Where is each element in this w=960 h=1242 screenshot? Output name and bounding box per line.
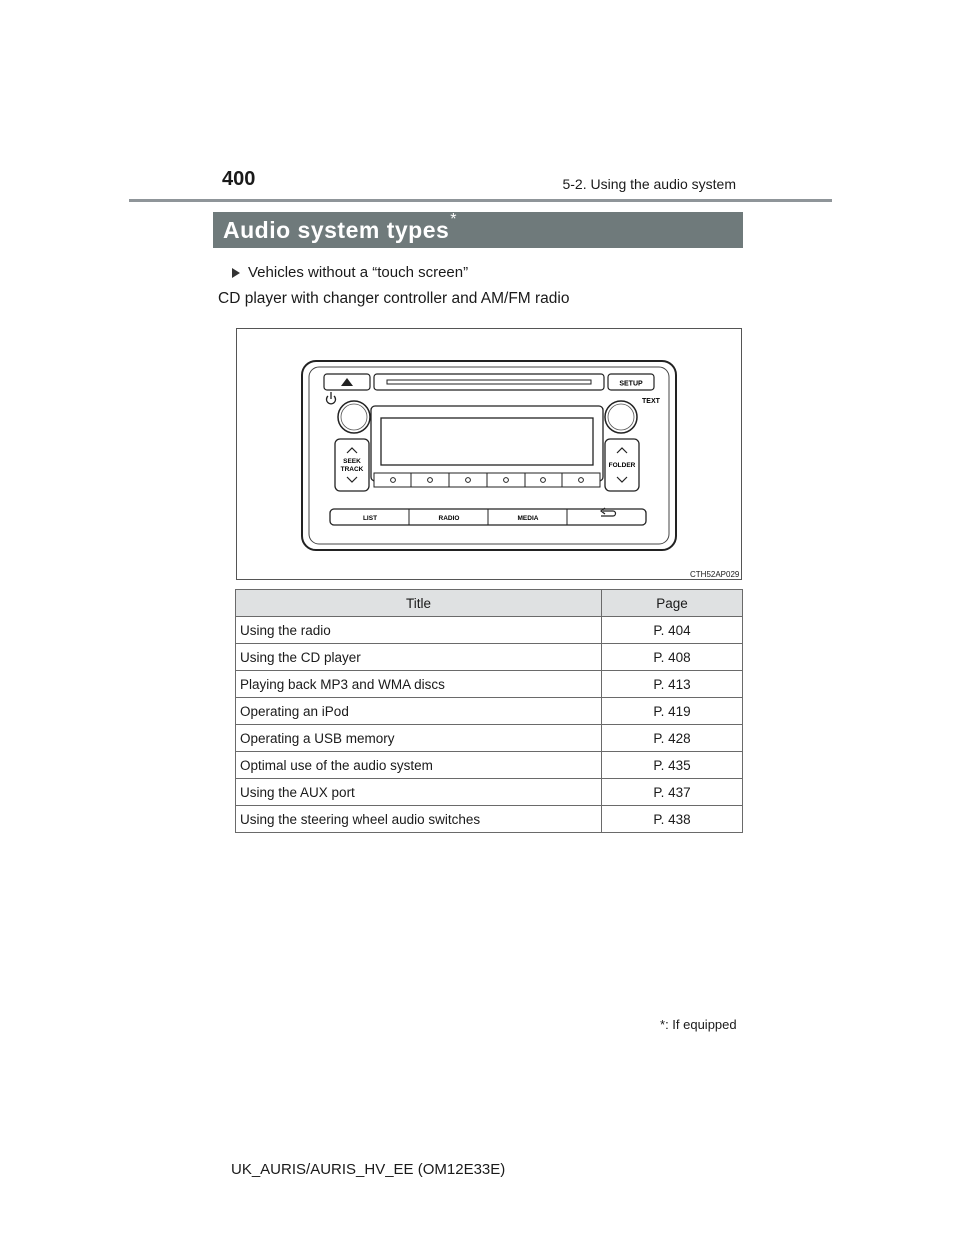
table-row (236, 752, 743, 779)
text-label: TEXT (642, 398, 660, 405)
row-title: Using the steering wheel audio switches (236, 806, 602, 833)
column-header-page: Page (602, 590, 743, 617)
table-row (236, 698, 743, 725)
row-page: P. 428 (602, 725, 743, 752)
table-row (236, 617, 743, 644)
section-header: 5-2. Using the audio system (562, 176, 736, 192)
row-title: Playing back MP3 and WMA discs (236, 671, 602, 698)
seek-track-button (335, 439, 369, 491)
display-screen (381, 418, 593, 465)
table-header-row (236, 590, 743, 617)
setup-label: SETUP (619, 380, 643, 388)
row-title: Operating a USB memory (236, 725, 602, 752)
folder-label: FOLDER (608, 462, 636, 469)
media-label: MEDIA (517, 515, 539, 522)
power-volume-knob (338, 401, 370, 433)
title-asterisk-icon: * (450, 211, 457, 228)
row-page: P. 437 (602, 779, 743, 806)
tune-select-knob (605, 401, 637, 433)
bullet-item (232, 264, 468, 281)
list-label: LIST (362, 515, 378, 522)
row-page: P. 408 (602, 644, 743, 671)
table-row (236, 671, 743, 698)
row-page: P. 413 (602, 671, 743, 698)
preset-buttons (374, 473, 600, 487)
row-page: P. 419 (602, 698, 743, 725)
header-rule (129, 199, 832, 202)
contents-table (235, 589, 743, 833)
table-row (236, 725, 743, 752)
section-title-bar (213, 212, 743, 248)
row-title: Using the AUX port (236, 779, 602, 806)
radio-label: RADIO (438, 515, 460, 522)
figure-code: CTH52AP029 (690, 570, 740, 579)
row-title: Using the CD player (236, 644, 602, 671)
footnote-text: : If equipped (665, 1017, 737, 1032)
description-text: CD player with changer controller and AM/FM radio (218, 290, 570, 307)
seek-label: SEEK (343, 458, 361, 465)
audio-unit-illustration (237, 329, 741, 579)
row-title: Using the radio (236, 617, 602, 644)
row-title: Optimal use of the audio system (236, 752, 602, 779)
column-header-title: Title (236, 590, 602, 617)
bottom-button-bar (330, 509, 646, 525)
row-page: P. 435 (602, 752, 743, 779)
triangle-bullet-icon (232, 268, 240, 278)
footnote-asterisk-icon: * (660, 1017, 666, 1032)
row-title: Operating an iPod (236, 698, 602, 725)
footer-code: UK_AURIS/AURIS_HV_EE (OM12E33E) (231, 1161, 506, 1178)
table-row (236, 806, 743, 833)
bullet-text: Vehicles without a “touch screen” (248, 264, 469, 281)
table-row (236, 779, 743, 806)
table-row (236, 644, 743, 671)
section-title: Audio system types (223, 216, 450, 243)
row-page: P. 404 (602, 617, 743, 644)
cd-slot (387, 380, 591, 384)
row-page: P. 438 (602, 806, 743, 833)
page-number: 400 (222, 168, 256, 190)
audio-unit-figure (236, 328, 742, 580)
track-label: TRACK (340, 466, 364, 473)
footnote (660, 1017, 737, 1032)
